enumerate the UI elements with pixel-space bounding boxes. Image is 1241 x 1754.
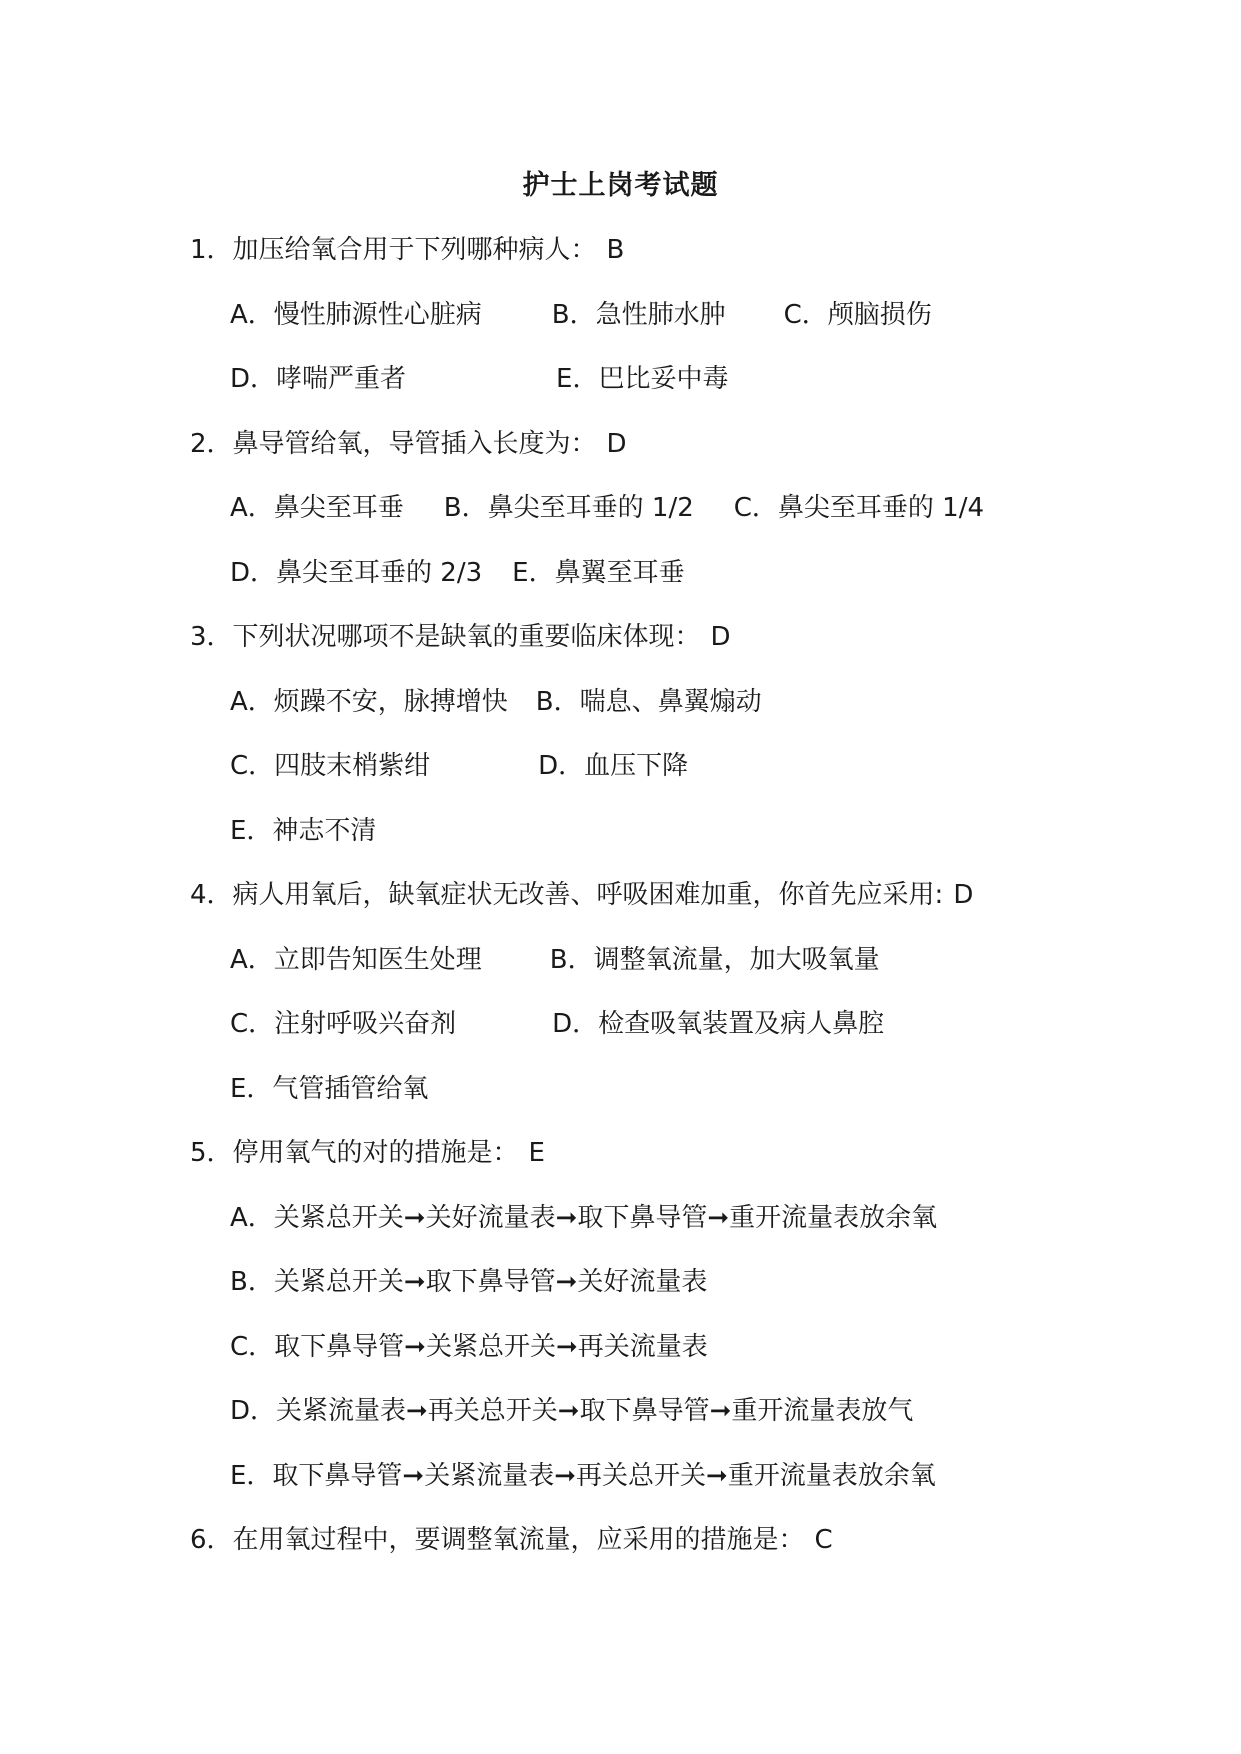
option-b: B．急性肺水肿 (551, 299, 726, 330)
option-c: C．鼻尖至耳垂的 1/4 (733, 493, 985, 523)
option-row (0, 553, 1241, 618)
option-c: C．取下鼻导管➞关紧总开关➞再关流量表 (230, 1331, 708, 1362)
question-stem (0, 617, 1241, 682)
question-text: 1．加压给氧合用于下列哪种病人： (190, 235, 597, 265)
option-a: A．鼻尖至耳垂 (230, 493, 404, 523)
option-c: C．注射呼吸兴奋剂 (230, 1009, 457, 1039)
option-row (0, 1391, 1241, 1456)
question-text: 3．下列状况哪项不是缺氧的重要临床体现： (190, 622, 701, 652)
answer-key: D (953, 880, 974, 910)
option-e: E．鼻翼至耳垂 (512, 557, 685, 588)
answer-key: E (528, 1138, 545, 1168)
question-stem (0, 1520, 1241, 1585)
option-row (0, 1327, 1241, 1392)
option-e: E．气管插管给氧 (230, 1073, 429, 1104)
option-d: D．关紧流量表➞再关总开关➞取下鼻导管➞重开流量表放气 (230, 1396, 914, 1426)
option-row (0, 359, 1241, 424)
question-stem (0, 230, 1241, 295)
question-stem (0, 875, 1241, 940)
question-stem (0, 1133, 1241, 1198)
option-e: E．巴比妥中毒 (556, 364, 729, 394)
option-a: A．慢性肺源性心脏病 (230, 299, 482, 330)
option-e: E．神志不清 (230, 815, 377, 846)
option-row (0, 488, 1241, 553)
option-row (0, 295, 1241, 360)
option-row (0, 746, 1241, 811)
answer-key: D (606, 428, 627, 459)
answer-key: B (606, 235, 625, 265)
question-text: 2．鼻导管给氧，导管插入长度为： (190, 428, 597, 459)
question-text: 4．病人用氧后，缺氧症状无改善、呼吸困难加重，你首先应采用: (190, 880, 944, 910)
option-e: E．取下鼻导管➞关紧流量表➞再关总开关➞重开流量表放余氧 (230, 1460, 936, 1491)
option-d: D．检查吸氧装置及病人鼻腔 (552, 1009, 885, 1039)
option-d: D．哮喘严重者 (230, 364, 407, 394)
answer-key: D (710, 622, 731, 652)
answer-key: C (814, 1525, 833, 1555)
option-b: B．喘息、鼻翼煽动 (535, 686, 762, 717)
option-a: A．立即告知医生处理 (230, 944, 482, 975)
option-row (0, 940, 1241, 1005)
option-d: D．血压下降 (538, 751, 689, 781)
option-d: D．鼻尖至耳垂的 2/3 (230, 557, 483, 588)
option-c: C．颅脑损伤 (783, 299, 932, 330)
option-c: C．四肢末梢紫绀 (230, 751, 431, 781)
option-b: B．调整氧流量，加大吸氧量 (549, 944, 880, 975)
option-row (0, 1456, 1241, 1521)
option-a: A．关紧总开关➞关好流量表➞取下鼻导管➞重开流量表放余氧 (230, 1202, 938, 1233)
option-row (0, 1004, 1241, 1069)
option-a: A．烦躁不安，脉搏增快 (230, 686, 508, 717)
option-row (0, 1198, 1241, 1263)
question-stem (0, 424, 1241, 489)
question-text: 6．在用氧过程中，要调整氧流量，应采用的措施是： (190, 1525, 805, 1555)
option-row (0, 682, 1241, 747)
option-b: B．关紧总开关➞取下鼻导管➞关好流量表 (230, 1267, 708, 1297)
question-list (0, 230, 1241, 1585)
page-title: 护士上岗考试题 (522, 170, 719, 201)
option-b: B．鼻尖至耳垂的 1/2 (443, 493, 694, 523)
option-row (0, 1262, 1241, 1327)
option-row (0, 811, 1241, 876)
option-row (0, 1069, 1241, 1134)
question-text: 5．停用氧气的对的措施是： (190, 1138, 519, 1168)
